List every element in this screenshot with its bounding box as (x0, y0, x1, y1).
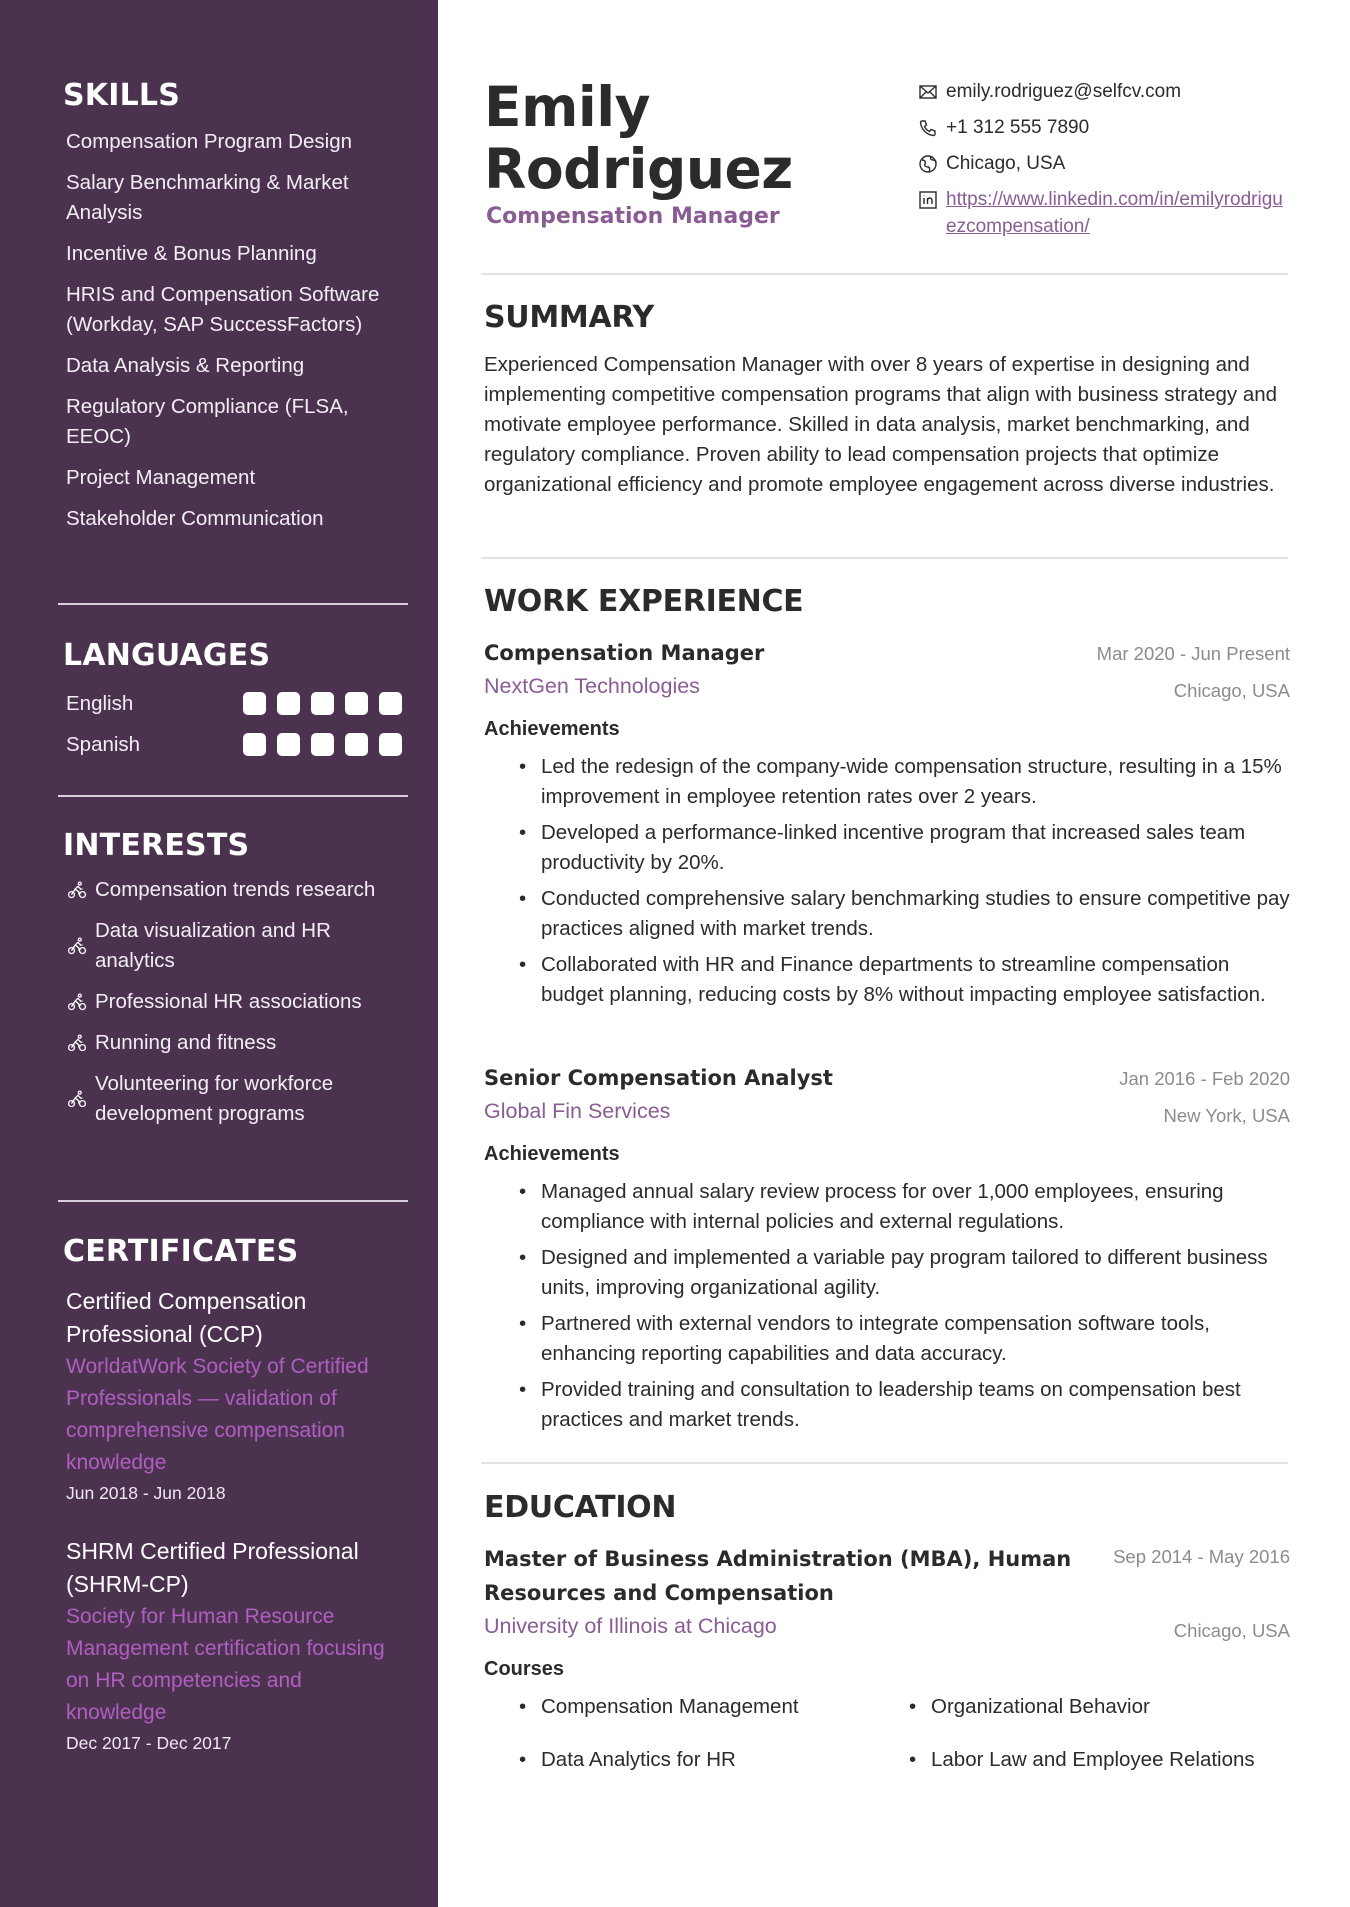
interest-item: Volunteering for workforce development programs (66, 1069, 408, 1129)
linkedin-icon (918, 190, 938, 210)
certificates-section (58, 1234, 408, 1757)
level-dot-filled (243, 692, 266, 715)
skill-item: Stakeholder Communication (66, 507, 324, 530)
achievement-item: • Led the redesign of the company-wide compensation structure, resulting in a 15% improvement in employee retention rates over 2 years. (519, 752, 1290, 812)
level-dot-filled (277, 692, 300, 715)
summary-heading: SUMMARY (484, 300, 654, 335)
achievements-label: Achievements (484, 1143, 620, 1165)
skill-item: HRIS and Compensation Software (Workday, SAP SuccessFactors) (66, 283, 380, 336)
section-divider (481, 273, 1288, 275)
section-divider (481, 557, 1288, 559)
languages-section (58, 638, 408, 765)
level-dot-filled (345, 692, 368, 715)
sidebar-divider (58, 795, 408, 797)
achievements-list (519, 752, 1290, 1010)
interests-heading: INTERESTS (63, 828, 250, 863)
language-name: Spanish (66, 732, 141, 756)
job-location: New York, USA (1163, 1105, 1290, 1126)
achievement-item: • Managed annual salary review process for over 1,000 employees, ensuring compliance with internal policies and external regulations. (519, 1177, 1290, 1237)
certificate-description: WorldatWork Society of Certified Professionals — validation of comprehensive compensation knowledge (66, 1355, 369, 1474)
interest-item: Data visualization and HR analytics (66, 916, 408, 976)
achievement-item: • Collaborated with HR and Finance departments to streamline compensation budget planning, reducing costs by 8% without impacting employee satisfaction. (519, 950, 1290, 1010)
sidebar-divider (58, 1200, 408, 1202)
candidate-name (484, 76, 793, 200)
skill-item: Regulatory Compliance (FLSA, EEOC) (66, 395, 349, 448)
education-heading: EDUCATION (484, 1490, 677, 1525)
job-entry (484, 1061, 1290, 1441)
cyclist-icon (66, 1088, 88, 1110)
certificate-date: Jun 2018 - Jun 2018 (66, 1483, 226, 1503)
linkedin-link[interactable]: https://www.linkedin.com/in/emilyrodriguezcompensation/ (946, 189, 1283, 237)
level-dot-filled (379, 733, 402, 756)
skill-item: Project Management (66, 466, 256, 489)
job-company: Global Fin Services (484, 1099, 671, 1123)
contact-phone: +1 312 555 7890 (918, 114, 1288, 141)
skill-item: Data Analysis & Reporting (66, 354, 305, 377)
contact-email: emily.rodriguez@selfcv.com (918, 78, 1288, 105)
cyclist-icon (66, 1032, 88, 1054)
skills-heading: SKILLS (63, 78, 181, 113)
course-item: • Labor Law and Employee Relations (909, 1745, 1309, 1775)
level-dot-filled (311, 733, 334, 756)
language-level-indicator (243, 733, 402, 756)
achievement-item: • Developed a performance-linked incentive program that increased sales team productivity by 20%. (519, 818, 1290, 878)
certificate-date: Dec 2017 - Dec 2017 (66, 1733, 232, 1753)
job-title: Compensation Manager (486, 204, 780, 229)
work-experience-heading: WORK EXPERIENCE (484, 584, 804, 619)
language-row-english (66, 683, 408, 724)
course-item: • Organizational Behavior (909, 1692, 1309, 1722)
job-date: Mar 2020 - Jun Present (1096, 643, 1290, 664)
achievement-item: • Provided training and consultation to leadership teams on compensation best practices and market trends. (519, 1375, 1290, 1435)
courses-list (519, 1692, 1290, 1775)
education-location: Chicago, USA (1173, 1620, 1290, 1641)
certificate-description: Society for Human Resource Management certification focusing on HR competencies and knowledge (66, 1605, 385, 1724)
job-location: Chicago, USA (1173, 680, 1290, 701)
certificate-name: Certified Compensation Professional (CCP) (66, 1288, 307, 1347)
skill-item: Compensation Program Design (66, 130, 352, 153)
envelope-icon (918, 82, 938, 102)
summary-text: Experienced Compensation Manager with over 8 years of expertise in designing and implementing competitive compensation programs that align with business strategy and motivate employee performance. Skilled in data analysis, market benchmarking, and regulatory compliance. Proven ability to lead compensation projects that optimize organizational efficiency and promote employee engagement across diverse industries. (484, 353, 1278, 496)
job-date: Jan 2016 - Feb 2020 (1119, 1068, 1290, 1089)
interests-list (58, 875, 408, 1129)
level-dot-filled (379, 692, 402, 715)
last-name: Rodriguez (484, 137, 793, 201)
job-role: Compensation Manager (484, 641, 765, 665)
skill-item: Incentive & Bonus Planning (66, 242, 317, 265)
courses-label: Courses (484, 1658, 565, 1680)
degree: Master of Business Administration (MBA), Human Resources and Compensation (484, 1547, 1072, 1605)
section-divider (481, 1462, 1288, 1464)
achievements-label: Achievements (484, 718, 620, 740)
phone-icon (918, 118, 938, 138)
education-entry (484, 1542, 1290, 1775)
course-item: • Data Analytics for HR (519, 1745, 909, 1775)
first-name: Emily (484, 75, 650, 139)
certificates-heading: CERTIFICATES (63, 1234, 299, 1269)
contact-linkedin (918, 186, 1288, 240)
cyclist-icon (66, 879, 88, 901)
achievement-item: • Designed and implemented a variable pay program tailored to different business units, improving organizational agility. (519, 1243, 1290, 1303)
level-dot-filled (277, 733, 300, 756)
achievements-list (519, 1177, 1290, 1435)
sidebar (0, 0, 438, 1907)
education-date: Sep 2014 - May 2016 (1113, 1546, 1290, 1567)
job-company: NextGen Technologies (484, 674, 700, 698)
cyclist-icon (66, 991, 88, 1013)
language-level-indicator (243, 692, 402, 715)
languages-heading: LANGUAGES (63, 638, 271, 673)
level-dot-filled (311, 692, 334, 715)
interest-item: Compensation trends research (66, 875, 408, 905)
job-entry (484, 636, 1290, 1016)
contact-info (918, 78, 1288, 249)
level-dot-filled (243, 733, 266, 756)
course-item: • Compensation Management (519, 1692, 909, 1722)
skill-item: Salary Benchmarking & Market Analysis (66, 171, 349, 224)
certificate-item (66, 1535, 408, 1757)
certificate-item (66, 1285, 408, 1507)
contact-location: Chicago, USA (918, 150, 1288, 177)
main-content (438, 0, 1350, 1907)
interests-section (58, 828, 408, 1140)
achievement-item: • Partnered with external vendors to integrate compensation software tools, enhancing reporting capabilities and data accuracy. (519, 1309, 1290, 1369)
interest-item: Professional HR associations (66, 987, 408, 1017)
certificate-name: SHRM Certified Professional (SHRM-CP) (66, 1538, 359, 1597)
sidebar-divider (58, 603, 408, 605)
job-role: Senior Compensation Analyst (484, 1066, 833, 1090)
language-row-spanish (66, 724, 408, 765)
interest-item: Running and fitness (66, 1028, 408, 1058)
skills-list (58, 127, 408, 534)
level-dot-filled (345, 733, 368, 756)
school: University of Illinois at Chicago (484, 1614, 777, 1638)
skills-section (58, 78, 408, 545)
cyclist-icon (66, 935, 88, 957)
globe-icon (918, 154, 938, 174)
achievement-item: • Conducted comprehensive salary benchmarking studies to ensure competitive pay practices aligned with market trends. (519, 884, 1290, 944)
language-name: English (66, 691, 134, 715)
